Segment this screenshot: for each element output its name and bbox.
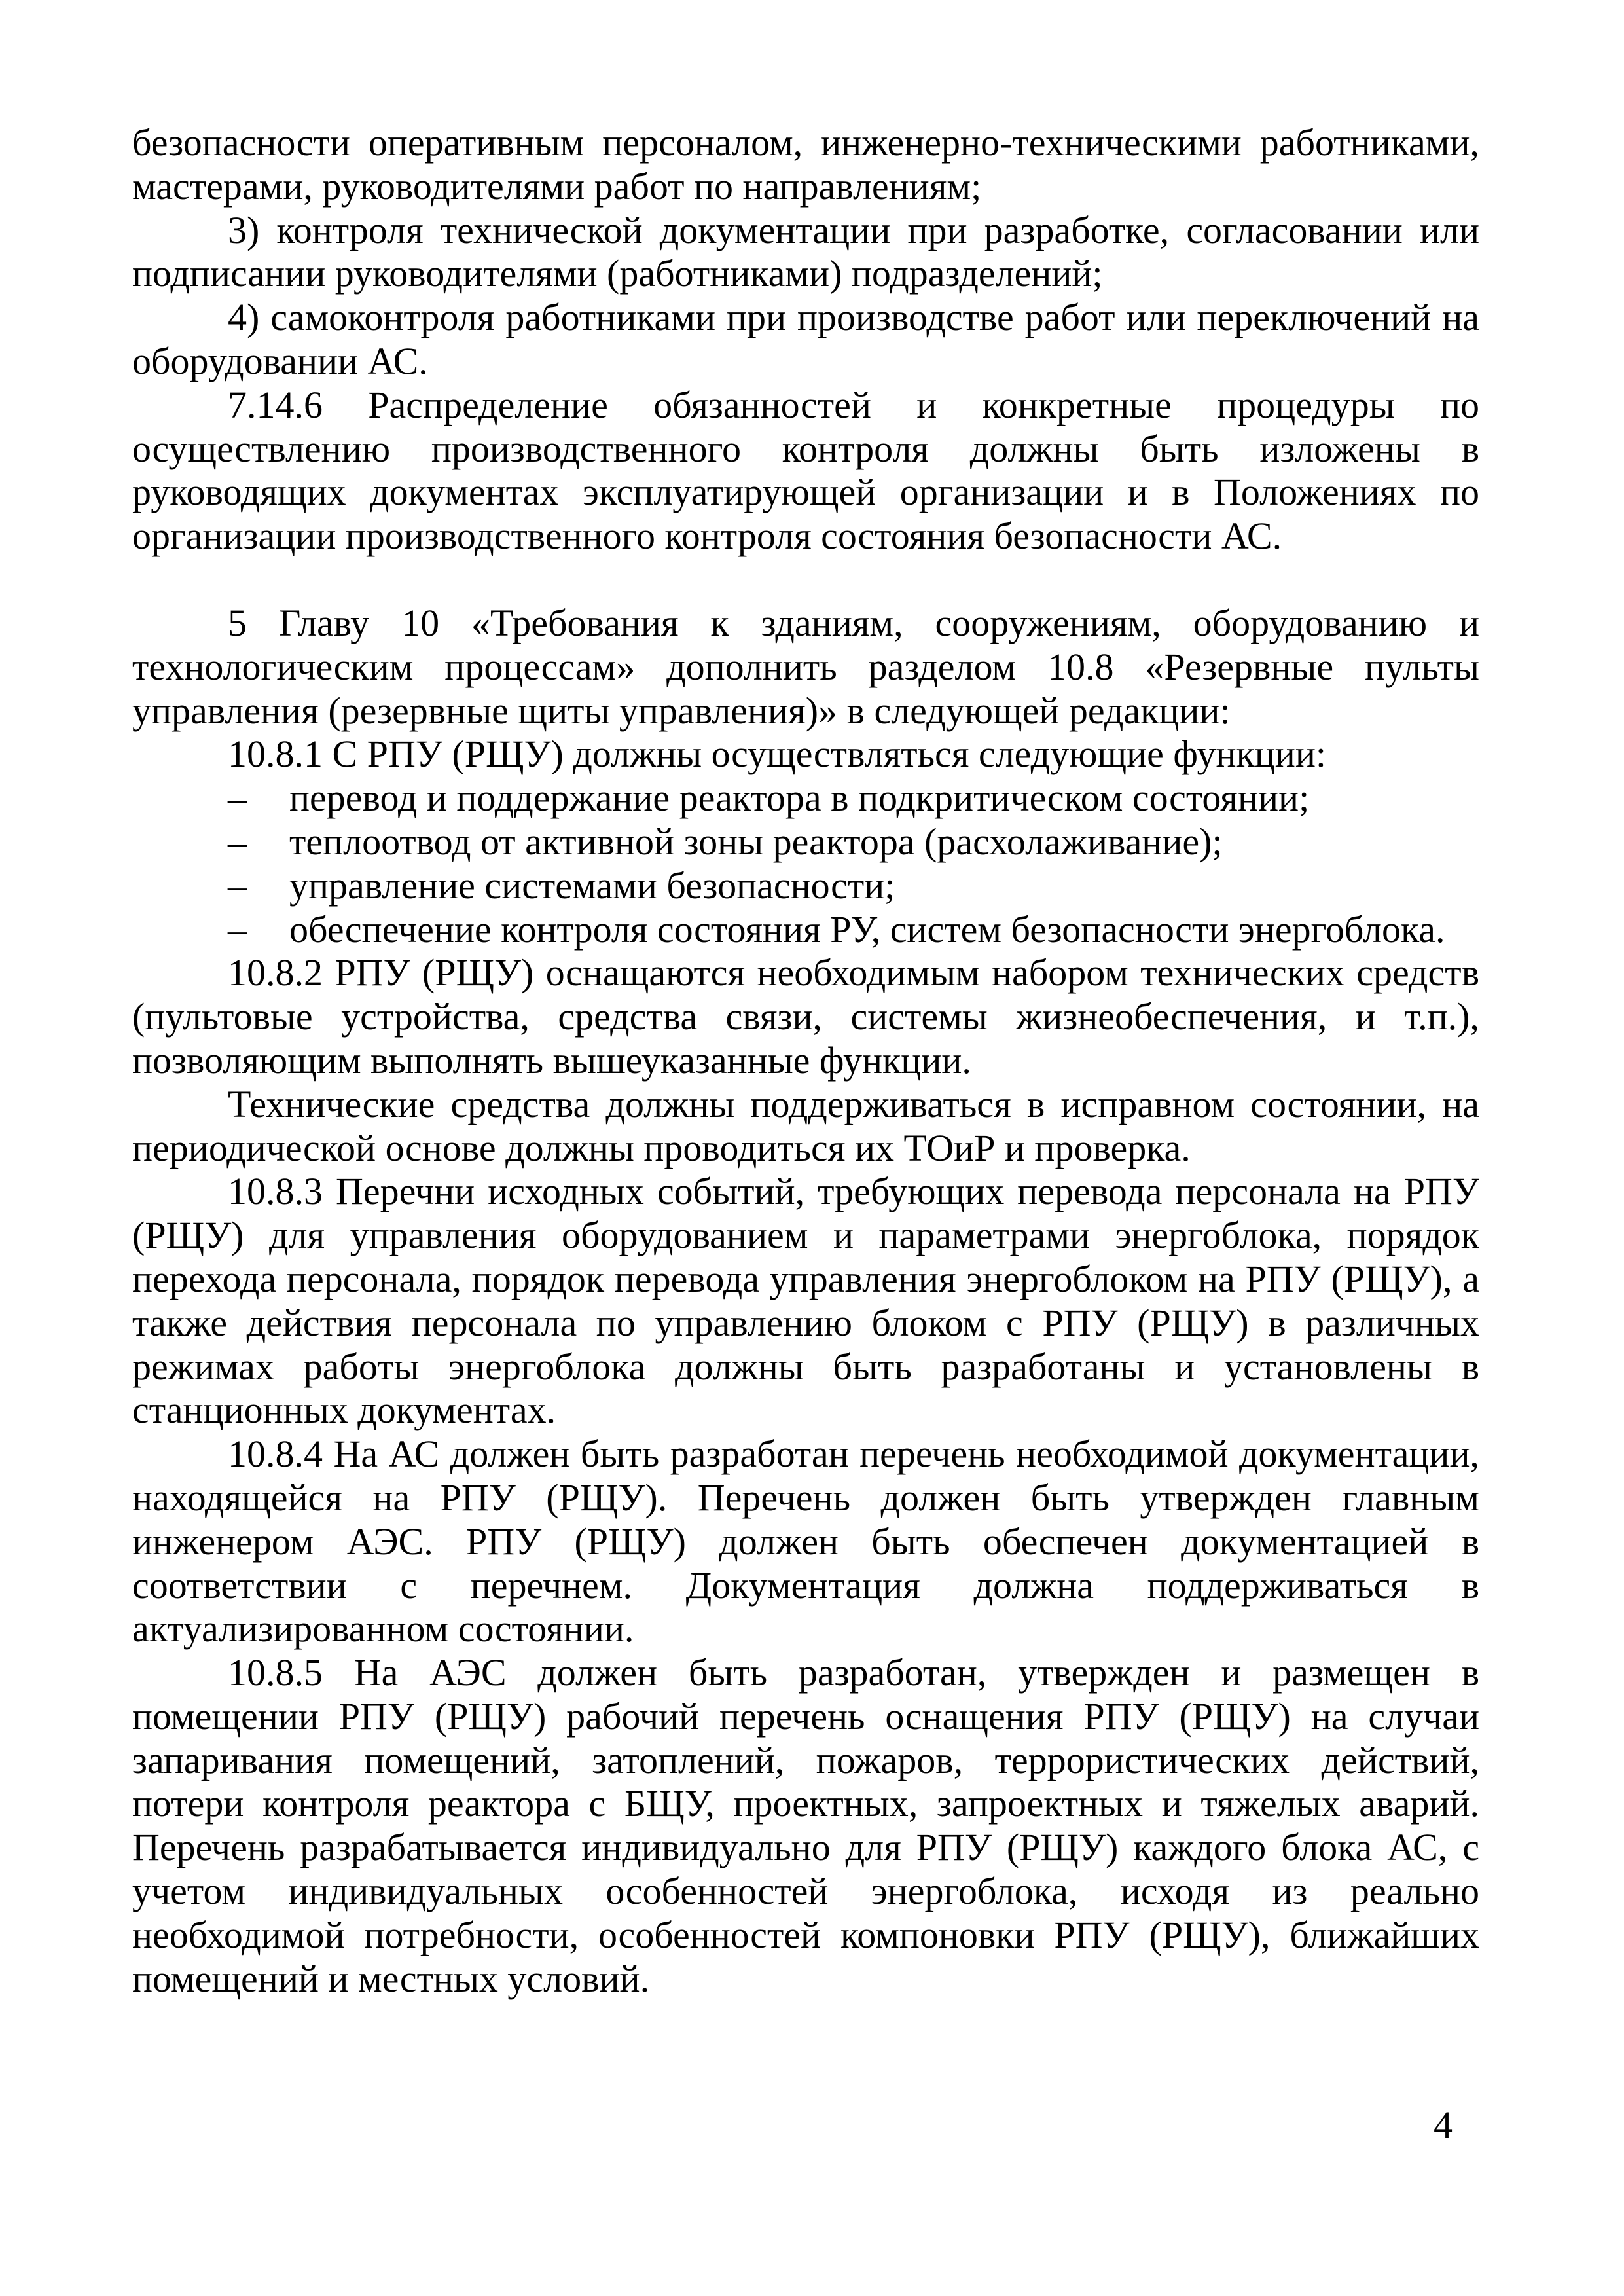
functions-list [132,776,1479,951]
paragraph-10-8-4: 10.8.4 На АС должен быть разработан перечень необходимой документации, находящейся на РПУ (РЩУ). Перечень должен быть утвержден главным инженером АЭС. РПУ (РЩУ) должен быть обеспечен документацией в соответствии с перечнем. Документация должна поддерживаться в актуализированном состоянии. [132,1432,1479,1650]
list-item-text: теплоотвод от активной зоны реактора (расхолаживание); [289,820,1223,863]
list-item [132,908,1479,952]
list-item [132,820,1479,864]
paragraph-continuation: безопасности оперативным персоналом, инженерно-техническими работниками, мастерами, руководителями работ по направлениям; [132,121,1479,208]
paragraph-item-3: 3) контроля технической документации при разработке, согласовании или подписании руководителями (работниками) подразделений; [132,208,1479,295]
list-item-text: обеспечение контроля состояния РУ, систем безопасности энергоблока. [289,907,1445,951]
dash-marker: – [228,907,247,951]
list-item [132,864,1479,908]
paragraph-technical-means: Технические средства должны поддерживаться в исправном состоянии, на периодической основе должны проводиться их ТОиР и проверка. [132,1082,1479,1169]
dash-marker: – [228,820,247,863]
paragraph-10-8-3: 10.8.3 Перечни исходных событий, требующих перевода персонала на РПУ (РЩУ) для управления оборудованием и параметрами энергоблока, порядок перехода персонала, порядок перевода управления энергоблоком на РПУ (РЩУ), а также действия персонала по управлению блоком с РПУ (РЩУ) в различных режимах работы энергоблока должны быть разработаны и установлены в станционных документах. [132,1170,1479,1432]
paragraph-10-8-5: 10.8.5 На АЭС должен быть разработан, утвержден и размещен в помещении РПУ (РЩУ) рабочий перечень оснащения РПУ (РЩУ) на случаи запаривания помещений, затоплений, пожаров, террористических действий, потери контроля реактора с БЩУ, проектных, запроектных и тяжелых аварий. Перечень разрабатывается индивидуально для РПУ (РЩУ) каждого блока АС, с учетом индивидуальных особенностей энергоблока, исходя из реально необходимой потребности, особенностей компоновки РПУ (РЩУ), ближайших помещений и местных условий. [132,1651,1479,2000]
paragraph-item-4: 4) самоконтроля работниками при производстве работ или переключений на оборудовании АС. [132,296,1479,382]
list-item-text: перевод и поддержание реактора в подкритическом состоянии; [289,776,1310,820]
dash-marker: – [228,864,247,907]
list-item [132,776,1479,820]
paragraph-section-5-intro: 5 Главу 10 «Требования к зданиям, сооружениям, оборудованию и технологическим процессам» дополнить разделом 10.8 «Резервные пульты управления (резервные щиты управления)» в следующей редакции: [132,601,1479,732]
paragraph-10-8-1: 10.8.1 С РПУ (РЩУ) должны осуществляться следующие функции: [228,733,1326,776]
page-number: 4 [1434,2104,1453,2146]
paragraph-10-8-2: 10.8.2 РПУ (РЩУ) оснащаются необходимым набором технических средств (пультовые устройства, средства связи, системы жизнеобеспечения, и т.п.), позволяющим выполнять вышеуказанные функции. [132,951,1479,1082]
paragraph-7-14-6: 7.14.6 Распределение обязанностей и конкретные процедуры по осуществлению производственного контроля должны быть изложены в руководящих документах эксплуатирующей организации и в Положениях по организации производственного контроля состояния безопасности АС. [132,383,1479,558]
list-item-text: управление системами безопасности; [289,864,895,907]
dash-marker: – [228,776,247,820]
document-page [132,121,1479,2001]
